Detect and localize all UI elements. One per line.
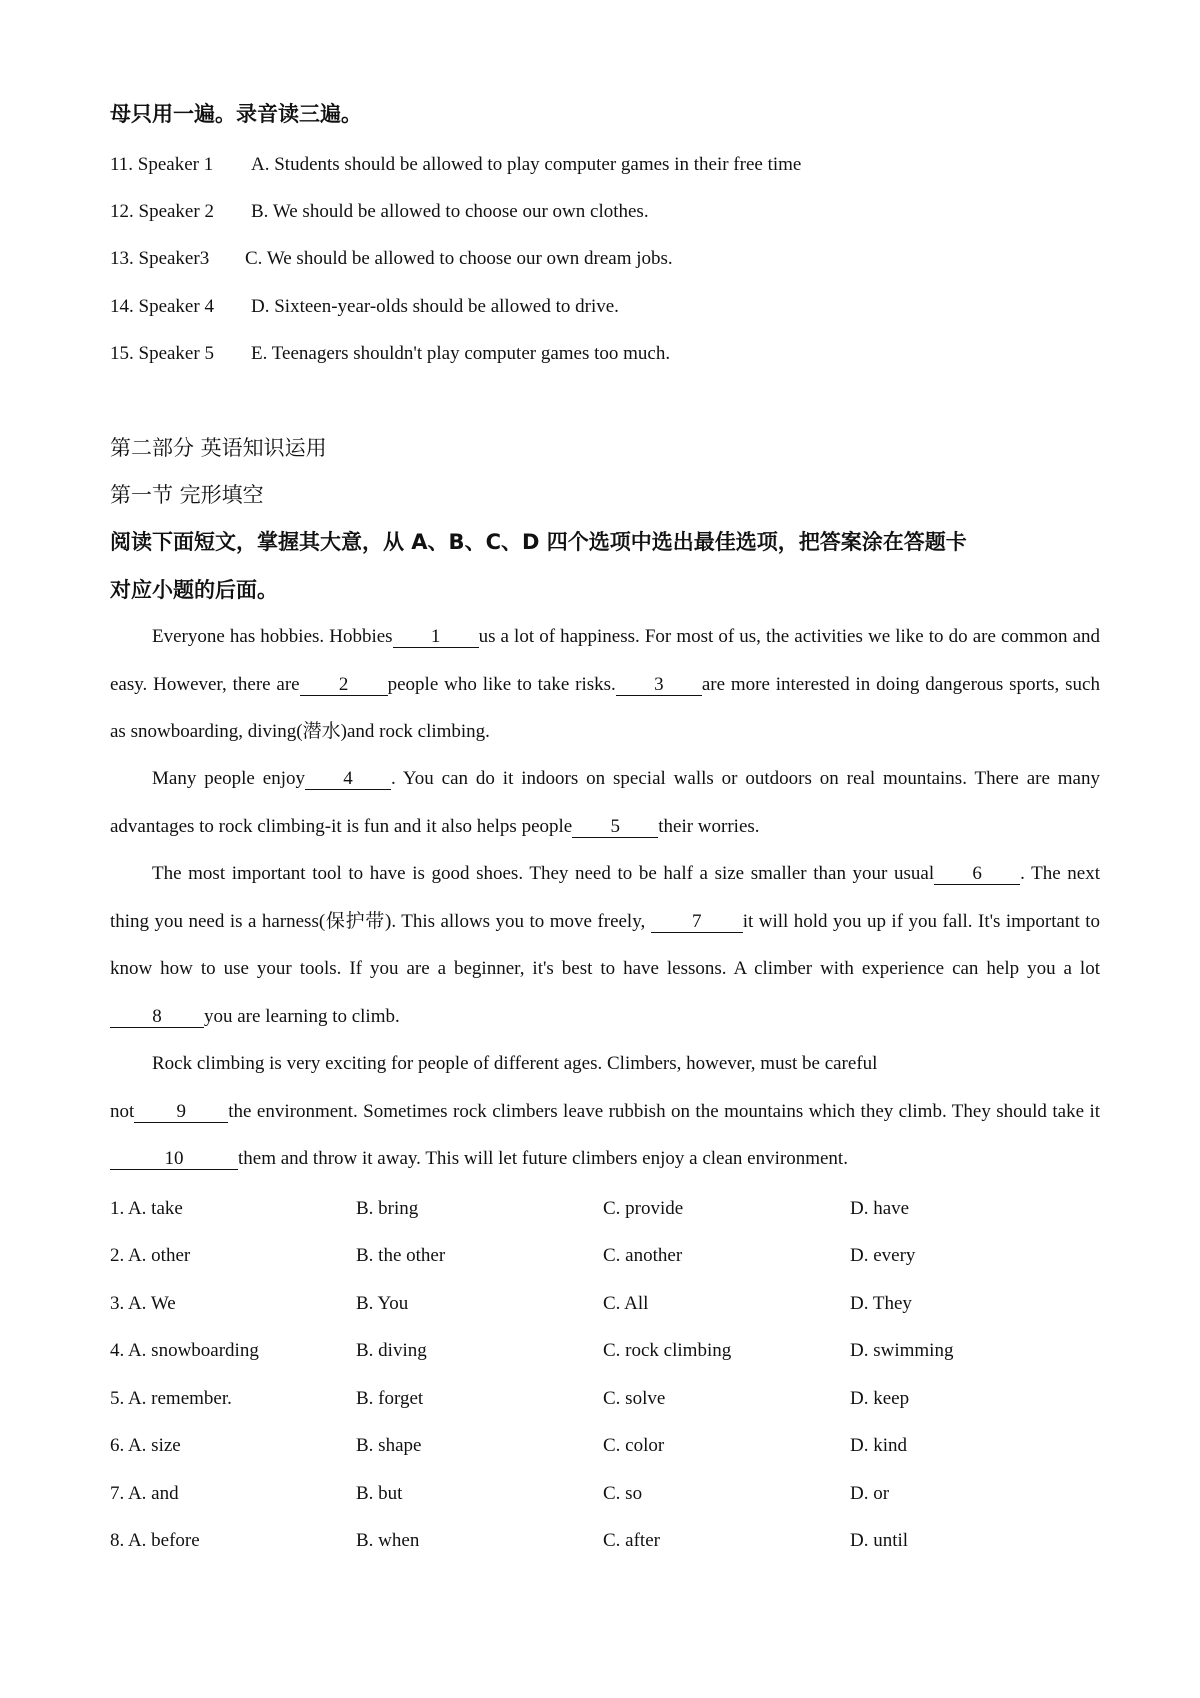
matching-item: 11. Speaker 1 A. Students should be allowed to play computer games in their free time [110, 154, 802, 175]
matching-item: 13. Speaker3 C. We should be allowed to choose our own dream jobs. [110, 248, 673, 269]
option-row: 8. A. before B. when C. after D. until [110, 1530, 909, 1551]
blank-2: 2 [300, 675, 388, 696]
blank-5: 5 [572, 817, 658, 838]
blank-4: 4 [305, 769, 391, 790]
section-title: 第一节 完形填空 [110, 483, 264, 507]
passage-paragraph-3: The most important tool to have is good shoes. They need to be half a size smaller than your usual 6 . The next thing you need is a harness(保护带). This allows you to move freely, 7 it will hold you up if you fall. It's important to know how to use your tools. If you are a beginner, it's best to have lessons. A climber with experience can help you a lot8 you are learning to climb. [110, 863, 1100, 1027]
option-row: 2. A. other B. the other C. another D. every [110, 1245, 916, 1266]
blank-7: 7 [651, 912, 743, 933]
part-title: 第二部分 英语知识运用 [110, 436, 327, 460]
listening-instruction-tail: 母只用一遍。录音读三遍。 [110, 102, 362, 126]
instructions-line-1: 阅读下面短文，掌握其大意，从 A、B、C、D 四个选项中选出最佳选项，把答案涂在答题卡 [110, 530, 967, 554]
blank-1: 1 [393, 627, 479, 648]
instructions-line-2: 对应小题的后面。 [110, 578, 278, 602]
option-row: 6. A. size B. shape C. color D. kind [110, 1435, 907, 1456]
passage-paragraph-4: Rock climbing is very exciting for people of different ages. Climbers, however, must be careful not 9 the environment. Sometimes rock climbers leave rubbish on the mountains which they climb. They should take it10 them and throw it away. This will let future climbers enjoy a clean environment. [110, 1053, 1100, 1170]
option-row: 5. A. remember. B. forget C. solve D. keep [110, 1388, 910, 1409]
matching-item: 12. Speaker 2 B. We should be allowed to choose our own clothes. [110, 201, 649, 222]
blank-8: 8 [110, 1007, 204, 1028]
option-row: 4. A. snowboarding B. diving C. rock climbing D. swimming [110, 1340, 954, 1361]
blank-3: 3 [616, 675, 702, 696]
passage-paragraph-2: Many people enjoy 4 . You can do it indoors on special walls or outdoors on real mountains. There are many advantages to rock climbing-it is fun and it also helps people 5 their worries. [110, 768, 1100, 837]
option-row: 3. A. We B. You C. All D. They [110, 1293, 912, 1314]
passage-paragraph-1: Everyone has hobbies. Hobbies 1 us a lot of happiness. For most of us, the activities we like to do are common and easy. However, there are 2 people who like to take risks. 3 are more interested in doing dangerous sports, such as snowboarding, diving(潜水)and rock climbing. [110, 626, 1100, 743]
matching-item: 14. Speaker 4 D. Sixteen-year-olds should be allowed to drive. [110, 296, 619, 317]
blank-6: 6 [934, 864, 1020, 885]
option-row: 1. A. take B. bring C. provide D. have [110, 1198, 910, 1219]
matching-item: 15. Speaker 5 E. Teenagers shouldn't play computer games too much. [110, 343, 671, 364]
blank-10: 10 [110, 1149, 238, 1170]
blank-9: 9 [134, 1102, 228, 1123]
option-row: 7. A. and B. but C. so D. or [110, 1483, 890, 1504]
